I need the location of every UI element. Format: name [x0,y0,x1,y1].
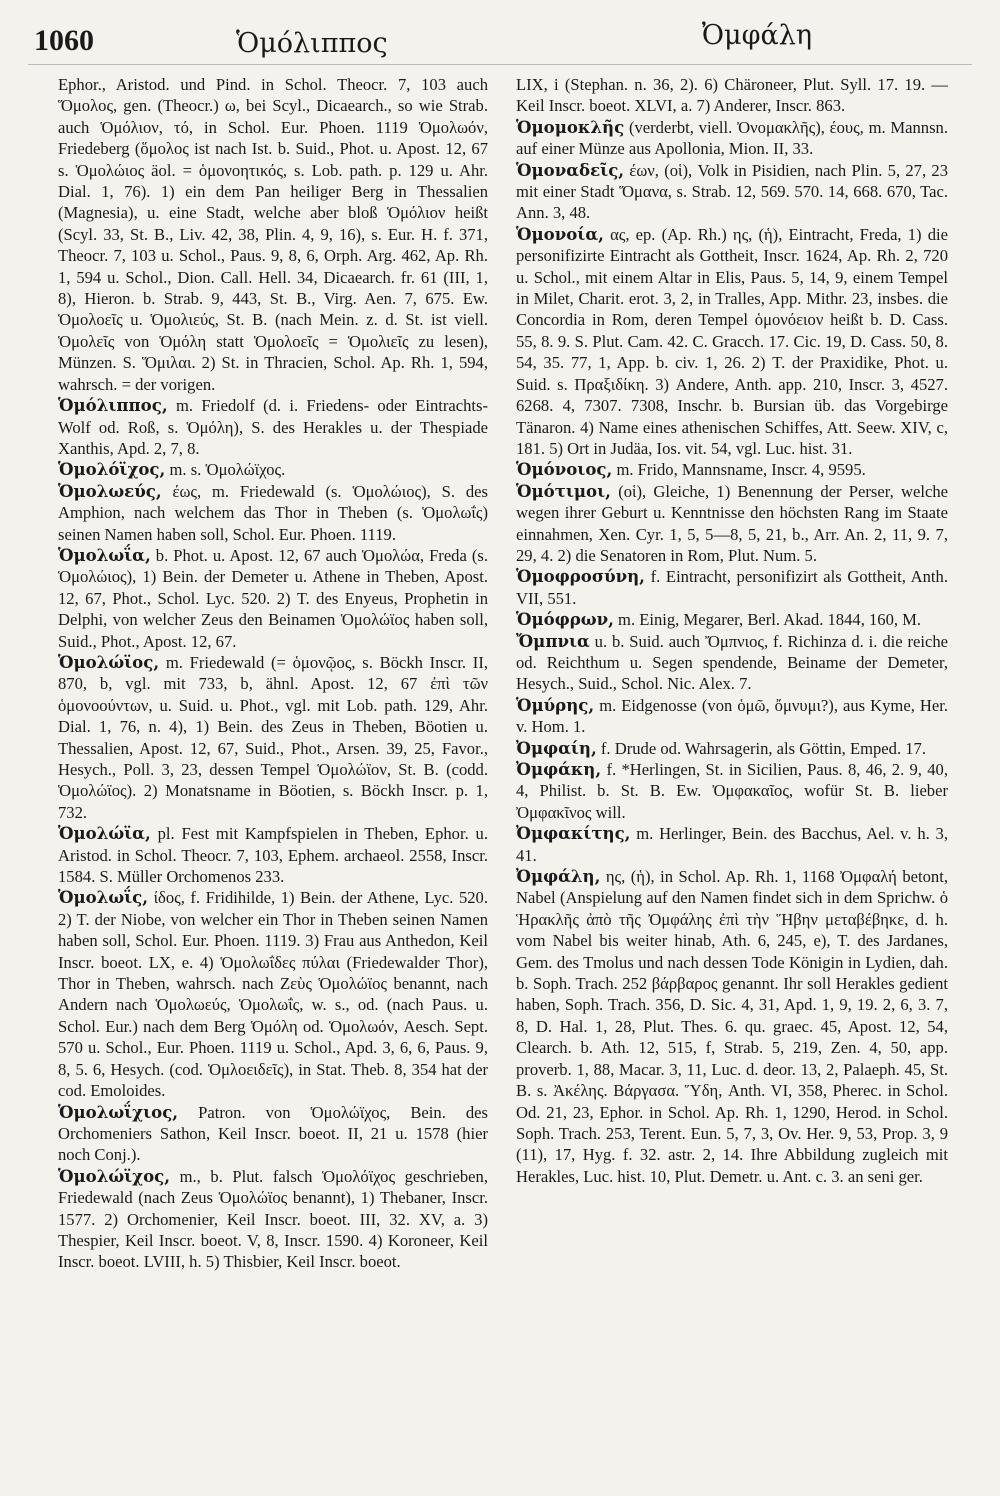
entry-headword: Ὁμοναδεῖς, [516,159,625,180]
page-header [28,18,972,65]
dictionary-entry [516,759,948,823]
entry-text: LIX, i (Stephan. n. 36, 2). 6) Chäroneer, Plut. Syll. 17. 19. — Keil Inscr. boeot. XLVI, a. 7) Anderer, Inscr. 863. [516,75,948,116]
entry-text: ης, (ἡ), in Schol. Ap. Rh. 1, 1168 Ὀμφαλή betont, Nabel (Anspielung auf den Namen findet sich in dem Sprichw. ὁ Ἡρακλῆς ἀπὸ τῆς Ὀμφάλης ἐπὶ τὴν Ἥβην μεταβέβηκε, d. h. vom Nabel bis weiter hinab, Ath. 6, 245, e), T. des Jardanes, Gem. des Tmolus und nach dessen Tode Königin in Lydien, dah. b. Soph. Trach. 252 βάρβαρος genannt. Ihr soll Herakles gedient haben, Soph. Trach. 356, D. Sic. 4, 31, Apd. 1, 9, 19. 2, 6, 3. 7, 8, D. Hal. 1, 28, Plut. Thes. 6. qu. graec. 45, Apost. 12, 54, Clearch. b. Ath. 12, 515, f, Strab. 5, 219, Zen. 4, 50, app. proverb. 1, 88, Macar. 3, 11, Luc. d. deor. 13, 2, Palaeph. 45, St. B. s. Ἀκέλης. Βάργασα. Ὕδη, Anth. VI, 358, Pherec. in Schol. Od. 21, 23, Ephor. in Schol. Ap. Rh. 1, 1290, Herod. in Schol. Soph. Trach. 253, Terent. Eun. 5, 7, 3, Ov. Her. 9, 53, Prop. 3, 9 (11), 17, Hyg. f. 32. astr. 2, 14. Ihre Abbildung zugleich mit Herakles, Luc. hist. 10, Plut. Demetr. u. Ant. c. 3. an seni ger. [516,867,948,1186]
dictionary-entry [516,866,948,1187]
dictionary-entry [516,117,948,160]
dictionary-entry [58,481,488,545]
entry-text: b. Phot. u. Apost. 12, 67 auch Ὁμολώα, Freda (s. Ὁμολώιος), 1) Bein. der Demeter u. Athene in Theben, Apost. 12, 67, Phot., Schol. Lyc. 520. 2) T. des Enyeus, Prophetin in Delphi, von welcher Zeus den Beinamen Ὁμολώϊος haben soll, Suid., Phot., Apost. 12, 67. [58,545,488,651]
dictionary-entry [516,224,948,459]
entry-headword: Ὁμόλιππος, [58,395,168,416]
right-running-head: Ὀμφάλη [701,20,812,51]
entry-text: m. Einig, Megarer, Berl. Akad. 1844, 160, M. [618,610,922,630]
entry-headword: Ὀμφαίη, [516,737,597,758]
page-number: 1060 [34,24,94,57]
entry-text: f. *Herlingen, St. in Sicilien, Paus. 8, 46, 2. 9, 40, 4, Philist. b. St. B. Ew. Ὀμφακαῖος, wofür St. B. lieber Ὀμφακῖνος will. [516,760,948,822]
entry-headword: Ὁμολωΐς, [58,887,149,908]
entry-text: m., b. Plut. falsch Ὁμολόϊχος geschrieben, Friedewald (nach Zeus Ὁμολώϊος benannt), 1) Thebaner, Inscr. 1577. 2) Orchomenier, Keil Inscr. boeot. III, 32. XV, a. 3) Thespier, Keil Inscr. boeot. V, 8, Inscr. 1590. 4) Koroneer, Keil Inscr. boeot. LVIII, h. 5) Thisbier, Keil Inscr. boeot. [58,1166,488,1272]
entry-text: f. Drude od. Wahrsagerin, als Göttin, Emped. 17. [600,738,926,758]
dictionary-entry [58,395,488,459]
entry-headword: Ὁμολώϊος, [58,651,160,672]
dictionary-entry [516,481,948,567]
dictionary-entry [58,1166,488,1273]
entry-text: (verderbt, viell. Ὀνομακλῆς), έους, m. Mannsn. auf einer Münze aus Apollonia, Mion. II, 33. [516,117,948,159]
entry-text: m. Frido, Mannsname, Inscr. 4, 9595. [616,460,866,480]
dictionary-entry [58,74,488,395]
dictionary-entry [516,160,948,224]
entry-headword: Ὁμολόϊχος, [58,459,166,480]
entry-text: Patron. von Ὁμολώϊχος, Bein. des Orchomeniers Sathon, Keil Inscr. boeot. II, 21 u. 1578 (hier noch Conj.). [58,1102,488,1165]
entry-headword: Ὁμολωΐα, [58,544,151,565]
dictionary-entry [516,609,948,630]
dictionary-entry [516,459,948,480]
entry-headword: Ὁμόφρων, [516,609,614,630]
entry-text: (οἱ), Gleiche, 1) Benennung der Perser, welche wegen ihrer Geburt u. Kenntnisse den höchsten Rang im Staate einnahmen, Xen. Cyr. 1, 5, 5—8, 5, 21, b., Arr. An. 2, 11, 9. 7, 29, 4. 2) die Senatoren in Rom, Plut. Num. 5. [516,481,948,565]
dictionary-entry [58,887,488,1101]
dictionary-entry [58,652,488,823]
entry-headword: Ὁμύρης, [516,694,595,715]
dictionary-entry [516,566,948,609]
entry-headword: Ὁμομοκλῆς [516,116,625,137]
entry-headword: Ὄμπνια [516,630,590,651]
entry-text: f. Eintracht, personifizirt als Gottheit, Anth. VII, 551. [516,567,948,608]
entry-headword: Ὁμολωεύς, [58,480,162,501]
entry-headword: Ὁμολώϊα, [58,823,151,844]
dictionary-entry [58,823,488,887]
entry-headword: Ὀμφάλη, [516,866,601,887]
entry-text: u. b. Suid. auch Ὄμπνιος, f. Richinza d. i. die reiche od. Reichthum u. Segen spendende, Beiname der Demeter, Hesych., Suid., Schol. Nic. Alex. 7. [516,631,948,694]
dictionary-entry [516,695,948,738]
entry-headword: Ὁμολώϊχος, [58,1165,171,1186]
dictionary-entry [516,74,948,117]
entry-text: έων, (οἱ), Volk in Pisidien, nach Plin. 5, 27, 23 mit einer Stadt Ὅμανα, s. Strab. 12, 569. 570. 14, 668. 670, Tac. Ann. 3, 48. [516,160,948,223]
entry-headword: Ὁμοφροσύνη, [516,566,645,587]
dictionary-entry [58,459,488,480]
entry-text: m. Eidgenosse (von ὁμῶ, ὄμνυμι?), aus Kyme, Her. v. Hom. 1. [516,695,948,737]
entry-text: m. s. Ὁμολώϊχος. [169,460,286,480]
entry-text: m. Friedewald (= ὁμονῷος, s. Böckh Inscr. II, 870, b, vgl. mit 733, b, ähnl. Apost. 12, 67 ἐπὶ τῶν ὁμονοούντων, u. Suid. u. Phot., vgl. mit Lob. path. 129, Ahr. Dial. 1, 76, n. 4), 1) Bein. des Zeus in Theben, Böotien u. Thessalien, Apost. 12, 67, Suid., Phot., Arsen. 39, 25, Favor., Hesych., Poll. 3, 23, dessen Tempel Ὁμολώϊον, St. B. (codd. Ὁμολώϊος). 2) Monatsname in Böotien, s. Böckh Inscr. p. 1, 732. [58,652,488,822]
dictionary-entry [516,738,948,759]
entry-text: ίδος, f. Fridihilde, 1) Bein. der Athene, Lyc. 520. 2) T. der Niobe, von welcher ein Thor in Theben seinen Namen haben soll, Schol. Eur. Phoen. 1119. 3) Frau aus Anthedon, Keil Inscr. boeot. LX, e. 4) Ὁμολωΐδες πύλαι (Friedewalder Thor), Thor in Theben, wahrsch. nach Ζεὺς Ὁμολώϊος benannt, nach Andern nach Ὁμολωεύς, Ὁμολωΐς, w. s., od. (nach Paus. u. Schol. Eur.) nach dem Berg Ὁμόλη od. Ὁμολωόν, Aesch. Sept. 570 u. Schol., Eur. Phoen. 1119 u. Schol., Apd. 3, 6, 6, Paus. 9, 8, 5. 6, Hesych. (cod. Ὁμλοειδεῖς), in Stat. Theb. 8, 354 hat der cod. Emoloides. [58,888,488,1101]
right-column [516,74,948,1484]
entry-headword: Ὁμολωΐχιος, [58,1101,179,1122]
entry-text: ας, ep. (Ap. Rh.) ης, (ἡ), Eintracht, Freda, 1) die personifizirte Eintracht als Gottheit, Inscr. 1624, Ap. Rh. 2, 720 u. Schol., mit einem Altar in Elis, Paus. 5, 14, 9, einem Tempel in Milet, Charit. erot. 3, 2, in Tralles, App. Mithr. 23, insbes. die Concordia in Rom, deren Tempel ὁμονόειον heißt b. D. Cass. 55, 8. 9. S. Plut. Cam. 42. C. Gracch. 17. Cic. 19, D. Cass. 50, 8. 54, 35. 77, 1, App. b. civ. 1, 26. 2) T. der Praxidike, Phot. u. Suid. s. Πραξιδίκη. 3) Andere, Anth. app. 210, Inscr. 3, 4527. 6268. 4, 7307. 7308, Inschr. b. Bursian üb. das Vorgebirge Tänaron. 4) Name eines athenischen Schiffes, Att. Seew. XIV, c, 181. 5) Ort in Judäa, Ios. vit. 54, vgl. Luc. hist. 31. [516,224,948,458]
entry-text: pl. Fest mit Kampfspielen in Theben, Ephor. u. Aristod. in Schol. Theocr. 7, 103, Ephem. archaeol. 2558, Inscr. 1584. S. Müller Orchomenos 233. [58,824,488,887]
entry-text: έως, m. Friedewald (s. Ὁμολώιος), S. des Amphion, nach welchem das Thor in Theben (s. Ὁμολωΐς) seinen Namen haben soll, Schol. Eur. Phoen. 1119. [58,481,488,544]
entry-headword: Ὁμόνοιος, [516,459,613,480]
dictionary-entry [58,1102,488,1166]
entry-text: m. Friedolf (d. i. Friedens- oder Eintrachts-Wolf od. Roß, s. Ὁμόλη), S. des Herakles u. der Thespiade Xanthis, Apd. 2, 7, 8. [58,396,488,458]
dictionary-entry [516,631,948,695]
entry-headword: Ὀμφάκη, [516,759,602,779]
entry-headword: Ὁμότιμοι, [516,480,611,501]
dictionary-entry [516,823,948,866]
entry-headword: Ὀμφακίτης, [516,823,631,844]
left-column [58,74,488,1484]
entry-text: m. Herlinger, Bein. des Bacchus, Ael. v. h. 3, 41. [516,824,948,865]
entry-headword: Ὁμονοία, [516,223,604,244]
left-running-head: Ὁμόλιππος [236,28,388,59]
dictionary-entry [58,545,488,652]
entry-text: Ephor., Aristod. und Pind. in Schol. Theocr. 7, 103 auch Ὅμολος, gen. (Theocr.) ω, bei Scyl., Dicaearch., so wie Strab. auch Ὁμόλιον, τό, in Schol. Eur. Phoen. 1119 Ὁμολωόν, Friedeberg (ὅμολος ist nach Ist. b. Suid., Phot. u. Apost. 12, 67 s. Ὁμολώιος äol. = ὁμονοητικός, s. Lob. path. p. 129 u. Ahr. Dial. 1, 76). 1) ein dem Pan heiliger Berg in Thessalien (Magnesia), u. eine Stadt, welche aber bloß Ὁμόλιον heißt (Scyl. 33, St. B., Liv. 42, 38, Plin. 4, 9, 16), s. Eur. H. f. 371, Theocr. 7, 103 u. Schol., Paus. 9, 8, 6, Orph. Arg. 462, Ap. Rh. 1, 594 u. Schol., Dion. Call. Hell. 34, Dicaearch. fr. 61 (III, 1, 8), Hieron. b. Strab. 9, 443, St. B., Virg. Aen. 7, 675. Ew. Ὁμολοεῖς u. Ὁμολιεύς, St. B. (nach Mein. z. d. St. ist viell. Ὁμολεῖς von Ὁμόλη statt Ὁμολοεῖς = Ὁμολιεῖς zu lesen), Münzen. S. Ὅμιλαι. 2) St. in Thracien, Schol. Ap. Rh. 1, 594, wahrsch. = der vorigen. [58,75,488,394]
